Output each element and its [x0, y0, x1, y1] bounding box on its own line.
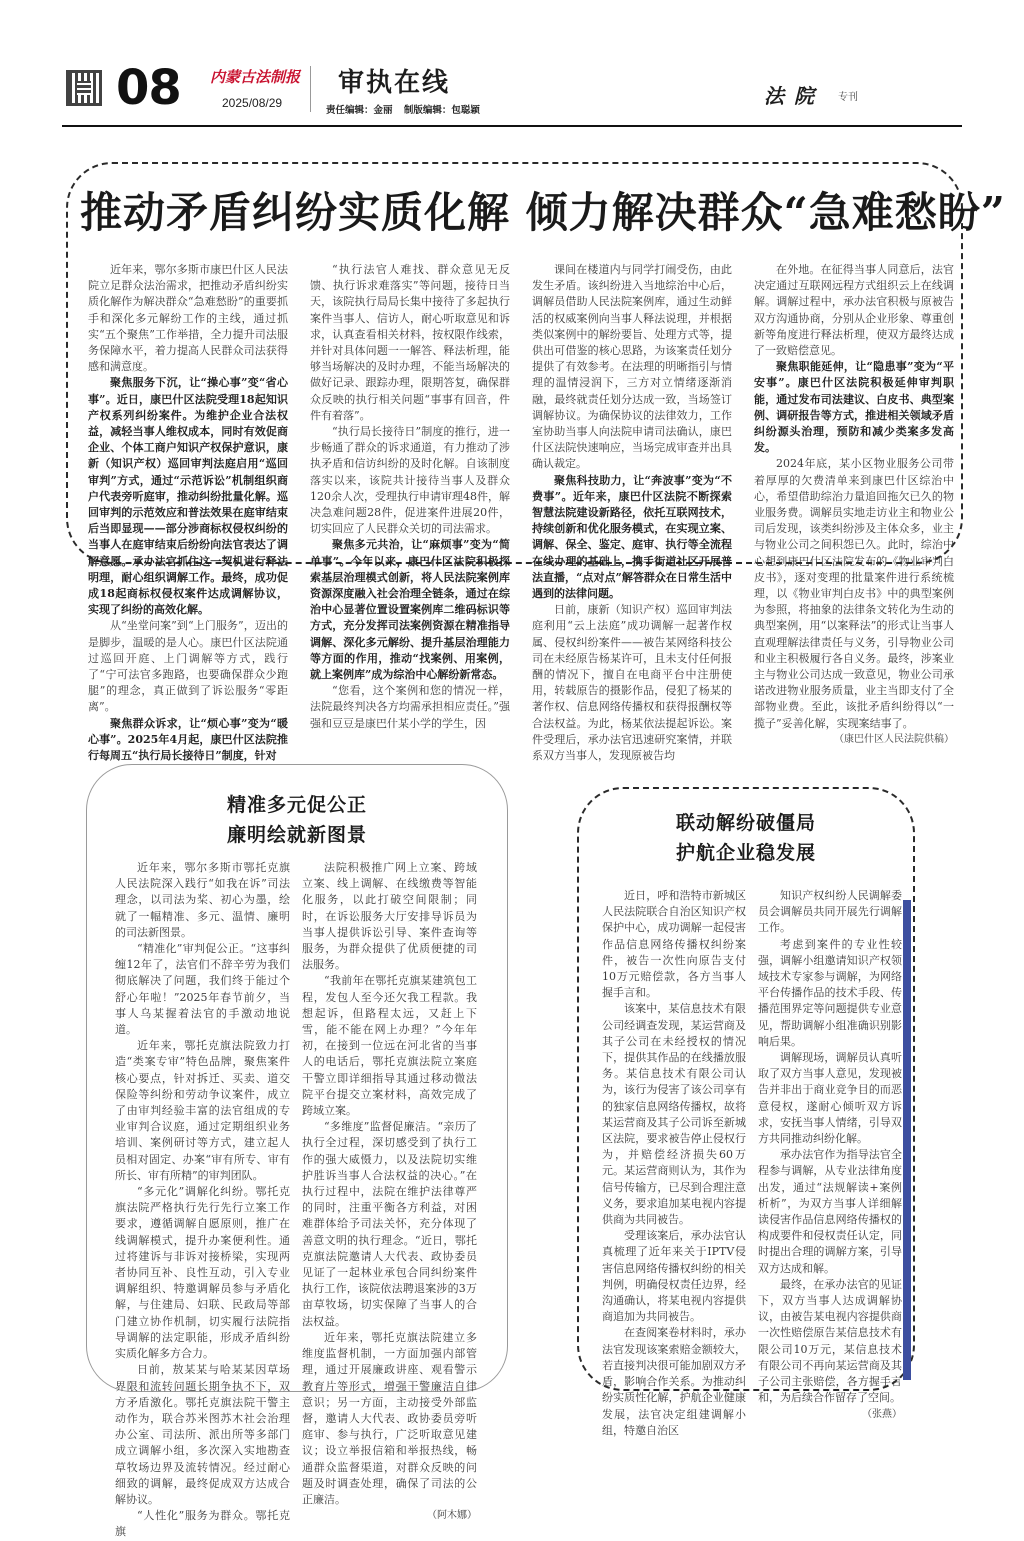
paragraph: “我前年在鄂托克旗某建筑包工程，发包人至今还欠我工程款。我想起诉，但路程太远，又赶上下雪，能不能在网上办理？”今年年初，在接到一位远在河北省的当事人的电话后，鄂托克旗法院立案庭干警立即详细指导其通过移动微法院平台提交立案材料，高效完成了跨域立案。	[302, 974, 477, 1118]
left-headline	[86, 790, 508, 850]
paragraph: 知识产权纠纷人民调解委员会调解员共同开展先行调解工作。	[758, 889, 902, 935]
paragraph: 从“坐堂问案”到“上门服务”，迈出的是脚步，温暖的是人心。康巴什区法院通过巡回开庭、上门调解等方式，践行了“宁可法官多跑路，也要确保群众少跑腿”的理念，真正做到了诉讼服务“零距离”。	[88, 619, 288, 714]
paragraph: “执行法官人难找、群众意见无反馈、执行诉求难落实”等问题，接待日当天，该院执行局局长集中接待了多起执行案件当事人、信访人，耐心听取意见和诉求，认真查看相关材料，按权限作线索，并针对具体问题一一解答、释法析理，能够当场解决的及时办理，不能当场解决的做好记录、跟踪办理，限期答复，确保群众反映的执行相关问题“事事有回音，件件有着落”。	[310, 263, 510, 422]
byline: （张燕）	[862, 1408, 902, 1420]
paragraph: 课间在楼道内与同学打闹受伤，由此发生矛盾。该纠纷进入当地综治中心后，调解员借助人民法院案例库，通过生动鲜活的权威案例向当事人释法说理，并根据类似案例中的解纷要旨、处理方式等，提供出可借鉴的核心思路，为该案责任划分提供了有效参考。在法理的明晰指引与情理的温情浸润下，三方对立情绪逐渐消融，最终就责任划分达成一致，当场签订调解协议。为确保协议的法律效力，工作室协助当事人向法院申请司法确认，康巴什区法院快速响应，当场完成审查并出具确认裁定。	[532, 263, 732, 471]
left-article-body	[115, 860, 477, 1539]
byline: （康巴什区人民法院供稿）	[834, 733, 954, 745]
left-column-2	[302, 860, 477, 1522]
paragraph: 近年来，鄂尔多斯市康巴什区人民法院立足群众法治需求，把推动矛盾纠纷实质化解作为解决群众“急难愁盼”的重要抓手和深化多元解纷工作的主线，通过抓实“五个聚焦”工作举措，全力提升司法服务保障水平，着力提高人民群众司法获得感和满意度。	[88, 263, 288, 374]
paper-logo: 内蒙古法制报	[210, 68, 301, 86]
page-number: 08	[116, 60, 181, 116]
main-column-1	[88, 262, 288, 763]
section-title: 审执在线	[338, 68, 451, 98]
special-edition-name: 法院	[764, 84, 824, 108]
left-headline-line-1: 精准多元促公正	[226, 794, 367, 816]
paragraph: “多维度”监督促廉洁。“亲历了执行全过程，深切感受到了执行工作的强大威慑力，以及法院切实维护胜诉当事人合法权益的决心。”在执行过程中，法院在维护法律尊严的同时，注重平衡各方利益，对困难群体给予司法关怀，充分体现了善意文明的执行理念。“近日，鄂托克旗法院邀请人大代表、政协委员见证了一起林业承包合同纠纷案件执行工作，该院依法聘退案涉的3万亩草牧场，切实保障了当事人的合法权益。	[302, 1120, 477, 1328]
right-article-body	[602, 888, 902, 1437]
paragraph: 调解现场，调解员认真听取了双方当事人意见，发现被告并非出于商业竞争目的而恶意侵权，遂耐心倾听双方诉求，安抚当事人情绪，引导双方共同推动纠纷化解。	[758, 1051, 902, 1146]
paragraph: 聚焦服务下沉，让“操心事”变“省心事”。近日，康巴什区法院受理18起知识产权系列纠纷案件。为维护企业合法权益，减轻当事人维权成本，同时有效促商企业、个体工商户知识产权保护意识，康新（知识产权）巡回审判法庭启用“巡回审判”方式，通过“示范诉讼”机制组织商户代表旁听庭审，推动纠纷批量化解。巡回审判的示范效应和普法效果在庭审结束后当即显现——部分涉商标权侵权纠纷的当事人在庭审结束后纷纷向法官表达了调解意愿。承办法官抓住这一契机进行释法明理，耐心组织调解工作。最终，成功促成18起商标权侵权案件达成调解协议，实现了纠纷的高效化解。	[88, 376, 288, 617]
paragraph: “多元化”调解化纠纷。鄂托克旗法院严格执行先行先行立案工作要求，遵循调解自愿原则，推广在线调解模式，提升办案便利性。通过将建诉与非诉对接桥梁，实现两者协同互补、良性互动，引入专业调解组织、特邀调解员参与矛盾化解，与住建局、妇联、民政局等部门建立协作机制，切实履行法院指导调解的法定职能，形成矛盾纠纷实质化解多方合力。	[115, 1185, 290, 1361]
main-article-body	[88, 262, 954, 763]
paragraph: 近日，呼和浩特市新城区人民法院联合自治区知识产权保护中心，成功调解一起侵害作品信息网络传播权纠纷案件，被告一次性向原告支付10万元赔偿款，各方当事人握手言和。	[602, 889, 746, 1000]
paragraph: “精准化”审判促公正。“这事纠缠12年了，法官们不辞辛劳为我们彻底解决了问题，我们终于能过个舒心年啦！”2025年春节前夕，当事人乌某握着法官的手激动地说道。	[115, 942, 290, 1037]
right-column-1	[602, 888, 746, 1437]
masthead-divider	[310, 66, 311, 112]
paragraph: 在查阅案卷材料时，承办法官发现该案索赔金额较大，若直接判决很可能加剧双方矛盾，影响合作关系。为推动纠纷实质性化解，护航企业健康发展，法官决定组建调解小组，特邀自治区	[602, 1326, 746, 1437]
paragraph: “您看，这个案例和您的情况一样，法院最终判决各方均需承担相应责任。”强强和豆豆是康巴什某小学的学生，因	[310, 684, 510, 730]
paragraph: 日前，康新（知识产权）巡回审判法庭利用“云上法庭”成功调解一起著作权属、侵权纠纷案件——被告某网络科技公司在未经原告杨某许可，且未支付任何报酬的情况下，擅自在电商平台中注册使用，转载原告的摄影作品，侵犯了杨某的著作权、信息网络传播权和获得报酬权等合法权益。为此，杨某依法提起诉讼。案件受理后，承办法官迅速研究案情，并联系双方当事人，发现原被告均	[532, 603, 732, 763]
paragraph: 考虑到案件的专业性较强，调解小组邀请知识产权领域技术专家参与调解，为网络平台传播作品的技术手段、传播范围界定等问题提供专业意见，帮助调解小组准确识别影响后果。	[758, 937, 902, 1048]
paragraph: 受理该案后，承办法官认真梳理了近年来关于IPTV侵害信息网络传播权纠纷的相关判例，明确侵权责任边界，经沟通确认，将某电视内容提供商追加为共同被告。	[602, 1229, 746, 1324]
right-headline-line-1: 联动解纷破僵局	[675, 812, 816, 834]
paragraph: 承办法官作为指导法官全程参与调解，从专业法律角度出发，通过“法规解读+案例析析”，为双方当事人详细解读侵害作品信息网络传播权的构成要件和侵权责任认定，同时提出合理的调解方案，引导双方达成和解。	[758, 1148, 902, 1275]
masthead-rule	[62, 125, 962, 127]
right-column-2	[758, 888, 902, 1420]
paragraph: “执行局长接待日”制度的推行，进一步畅通了群众的诉求通道，有力推动了涉执矛盾和信访纠纷的及时化解。自该制度落实以来，该院共计接待当事人及群众120余人次，受理执行申请审理48件，解决急难问题28件，促进案件进展20件，切实回应了人民群众关切的司法需求。	[310, 425, 510, 536]
paragraph: 聚焦群众诉求，让“烦心事”变为“暖心事”。2025年4月起，康巴什区法院推行每周五“执行局长接待日”制度，针对	[88, 716, 288, 763]
special-edition-label: 专刊	[838, 92, 858, 103]
left-headline-line-2: 廉明绘就新图景	[226, 824, 367, 846]
left-column-1	[115, 860, 290, 1539]
right-headline	[577, 808, 915, 868]
paragraph: “人性化”服务为群众。鄂托克旗	[115, 1509, 290, 1539]
qr-code	[66, 70, 102, 106]
paragraph: 该案中，某信息技术有限公司经调查发现，某运营商及其子公司在未经授权的情况下，提供其作品的在线播放服务。某信息技术有限公司认为，该行为侵害了该公司享有的独家信息网络传播权，故将某运营商及其子公司诉至新城区法院，要求被告停止侵权行为，并赔偿经济损失60万元。某运营商则认为，其作为信号传输方，已尽到合理注意义务，要求追加某电视内容提供商为共同被告。	[602, 1002, 746, 1227]
publication-date: 2025/08/29	[222, 96, 283, 110]
paragraph: 在外地。在征得当事人同意后，法官决定通过互联网远程方式组织云上在线调解。调解过程中，承办法官积极与原被告双方沟通协商，分别从企业形象、尊重创新等角度进行释法析理，使双方最终达成了一致赔偿意见。	[754, 263, 954, 358]
editor-in-charge: 责任编辑：金丽	[326, 105, 393, 116]
byline: （阿木娜）	[427, 1510, 477, 1522]
paragraph: 法院积极推广网上立案、跨域立案、线上调解、在线缴费等智能化服务，以此打破空间限制；同时，在诉讼服务大厅安排导诉员为当事人提供诉讼引导、案件查询等服务，为群众提供了优质便捷的司法服务。	[302, 861, 477, 972]
accent-bar	[903, 900, 911, 1380]
layout-editor: 制版编辑：包聪颖	[403, 105, 480, 116]
paragraph: 日前，敖某某与哈某某因草场界限和流转问题长期争执不下，双方矛盾激化。鄂托克旗法院干警主动作为，联合苏米图苏木社会治理办公室、司法所、派出所等多部门成立调解小组，多次深入实地勘查草牧场边界及流转情况。经过耐心细致的调解，最终促成双方达成合解协议。	[115, 1363, 290, 1506]
paragraph: 聚焦多元共治，让“麻烦事”变为“简单事”。今年以来，康巴什区法院积极探索基层治理模式创新，将人民法院案例库资源深度融入社会治理全链条，通过在综治中心显著位置设置案例库二维码标识等方式，充分发挥司法案例资源在精准指导调解、深化多元解纷、提升基层治理能力等方面的作用，推动“找案例、用案例，就上案例库”成为综治中心解纷新常态。	[310, 538, 510, 682]
main-headline: 推动矛盾纠纷实质化解 倾力解决群众“急难愁盼”	[80, 188, 1006, 237]
main-column-3	[532, 262, 732, 763]
main-column-2	[310, 262, 510, 730]
editor-credits	[326, 102, 488, 116]
paragraph: 2024年底，某小区物业服务公司带着厚厚的欠费清单来到康巴什区综治中心，希望借助综治力量追回拖欠已久的物业服务费。调解员实地走访业主和物业公司后发现，该类纠纷涉及主体众多，业主与物业公司之间积怨已久。此时，综治中心想到康巴什区法院发布的《物业审判白皮书》，逐对变理的批量案件进行系统梳理，以《物业审判白皮书》中的典型案例为参照，将抽象的法律条文转化为生动的典型案例，用“以案释法”的形式让当事人直观理解法律责任与义务，引导物业公司和业主积极履行各自义务。最终，涉案业主与物业公司达成一致意见，物业公司承诺改进物业服务质量，业主当即支付了全部物业费。至此，该批矛盾纠纷得以“一揽子”妥善化解，实现案结事了。	[754, 457, 954, 730]
main-column-4	[754, 262, 954, 745]
paragraph: 近年来，鄂托克旗法院建立多维度监督机制，一方面加强内部管理，通过开展廉政讲座、观看警示教育片等形式，增强干警廉洁自律意识；另一方面，主动接受外部监督，邀请人大代表、政协委员旁听庭审、参与执行，广泛听取意见建议；设立举报信箱和举报热线，畅通群众监督渠道，对群众反映的问题及时调查处理，确保了司法的公正廉洁。	[302, 1330, 477, 1506]
paragraph: 最终，在承办法官的见证下，双方当事人达成调解协议，由被告某电视内容提供商一次性赔偿原告某信息技术有限公司10万元，某信息技术有限公司不再向某运营商及其子公司主张赔偿，各方握手言和，为后续合作留存了空间。	[758, 1277, 902, 1405]
paragraph: 聚焦职能延伸，让“隐患事”变为“平安事”。康巴什区法院积极延伸审判职能，通过发布司法建议、白皮书、典型案例、调研报告等方式，推进相关领域矛盾纠纷源头治理，预防和减少类案多发高发。	[754, 360, 954, 455]
paragraph: 近年来，鄂托克旗法院致力打造“类案专审”特色品牌，聚焦案件核心要点，针对拆迁、买卖、道交保险等纠纷和劳动争议案件，成立了由审判经验丰富的法官组成的专业审判合议庭，通过定期组织业务培训、案例研讨等方式，建立起人员相对固定、办案“审有所专、审有所长、审有所精”的审判团队。	[115, 1039, 290, 1182]
paragraph: 近年来，鄂尔多斯市鄂托克旗人民法院深入践行“如我在诉”司法理念，以司法为桨、初心为墨，绘就了一幅精准、多元、温情、廉明的司法新图景。	[115, 861, 290, 939]
right-headline-line-2: 护航企业稳发展	[675, 842, 816, 864]
paragraph: 聚焦科技助力，让“奔波事”变为“不费事”。近年来，康巴什区法院不断探索智慧法院建设新路径，依托互联网技术，持续创新和优化服务模式，在实现立案、调解、保全、鉴定、庭审、执行等全流程在线办理的基础上，携手街道社区开展普法直播，“点对点”解答群众在日常生活中遇到的法律问题。	[532, 473, 732, 601]
